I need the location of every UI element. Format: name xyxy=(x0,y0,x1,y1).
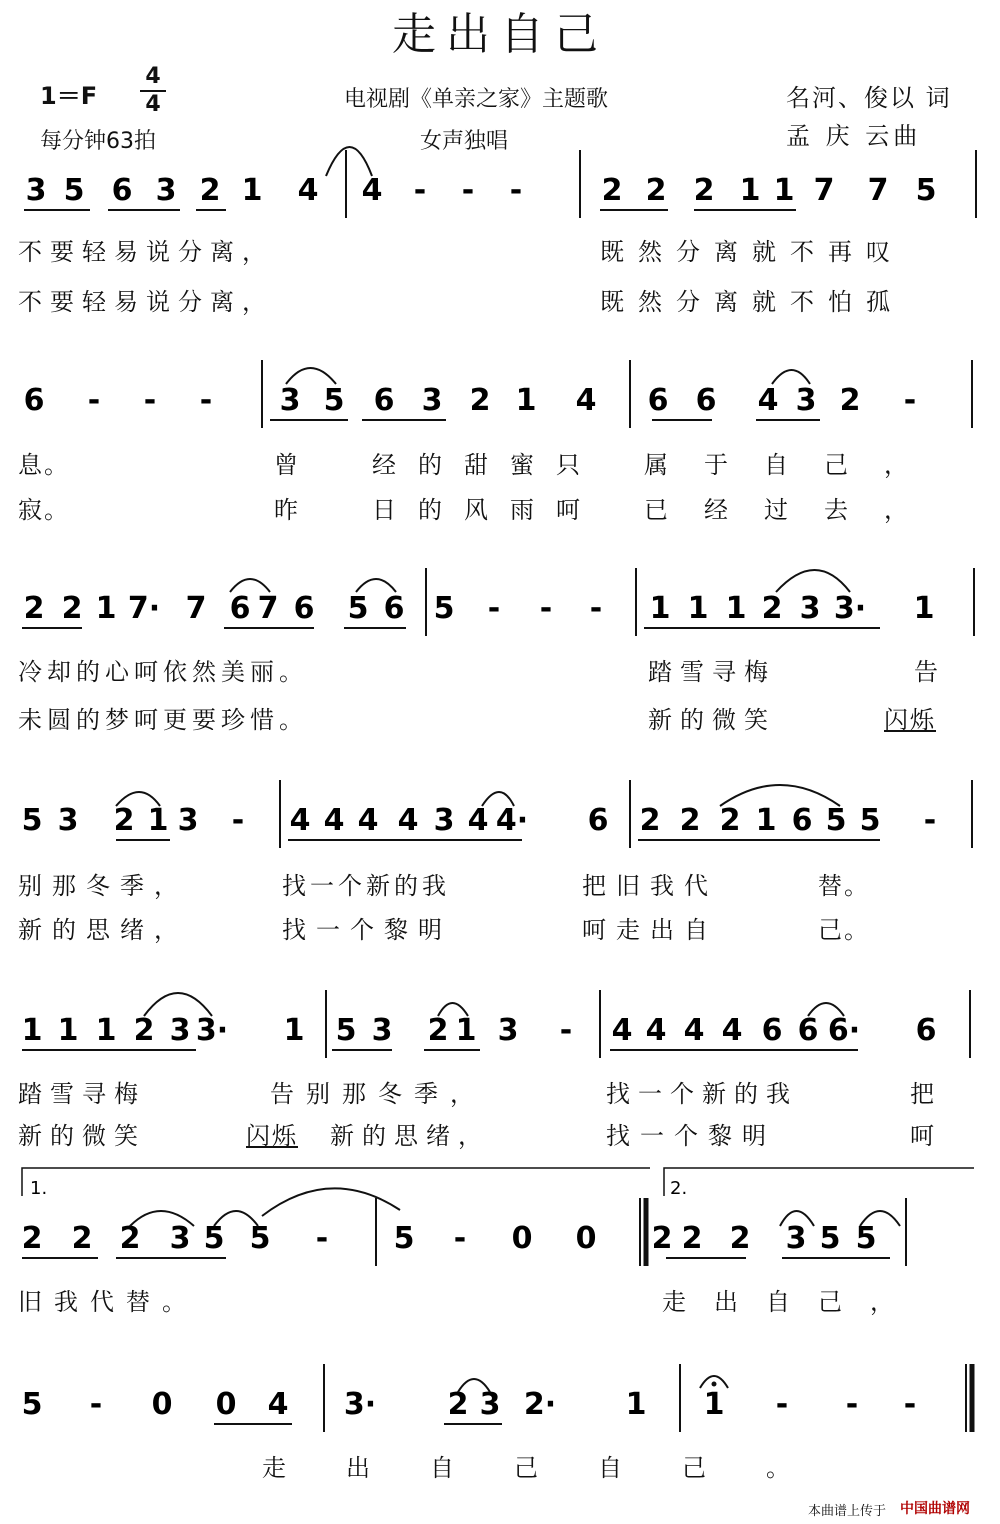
note: 3 xyxy=(433,803,455,838)
lyric-line: 别那冬季， xyxy=(18,872,188,900)
lyric-line: 旧我代替。 xyxy=(18,1288,198,1316)
sustain-dash: - xyxy=(461,173,475,208)
note: 4 xyxy=(611,1013,633,1048)
sustain-dash: - xyxy=(775,1387,789,1422)
sustain-dash: - xyxy=(199,383,213,418)
volta-label: 1. xyxy=(30,1178,48,1199)
note: 3· xyxy=(833,591,867,626)
note: 6 xyxy=(293,591,315,626)
note: 2 xyxy=(839,383,861,418)
lyric-line: 踏雪寻梅 xyxy=(648,658,776,686)
lyric-line: 经的甜蜜只 xyxy=(372,451,602,479)
slur xyxy=(286,368,336,384)
lyric-line: 踏雪寻梅 xyxy=(18,1080,146,1108)
note: 2 xyxy=(639,803,661,838)
note: 1 xyxy=(739,173,761,208)
note: 4 xyxy=(297,173,319,208)
note: 7 xyxy=(257,591,279,626)
lyric-line: 不要轻易说分离， xyxy=(18,238,274,266)
note: 1 xyxy=(515,383,537,418)
note: 6 xyxy=(23,383,45,418)
note: 7 xyxy=(813,173,835,208)
time-signature-bottom: 4 xyxy=(145,92,161,117)
lyric-line: 找一个黎明 xyxy=(606,1122,776,1150)
subtitle: 电视剧《单亲之家》主题歌 xyxy=(344,87,609,112)
note: 4 xyxy=(361,173,383,208)
note: 1 xyxy=(57,1013,79,1048)
note: 1 xyxy=(913,591,935,626)
note: 6 xyxy=(797,1013,819,1048)
note: 1 xyxy=(21,1013,43,1048)
slur xyxy=(772,370,810,384)
note: 4 xyxy=(357,803,379,838)
site-logo: 中国曲谱网 xyxy=(900,1501,970,1517)
note: 7· xyxy=(127,591,161,626)
slur xyxy=(262,1188,400,1216)
note: 3· xyxy=(195,1013,229,1048)
note: 6 xyxy=(229,591,251,626)
volta-bracket xyxy=(22,1168,650,1196)
note: 3 xyxy=(177,803,199,838)
note: 3 xyxy=(169,1013,191,1048)
sustain-dash: - xyxy=(903,1387,917,1422)
note: 2 xyxy=(447,1387,469,1422)
sustain-dash: - xyxy=(87,383,101,418)
lyric-line: 闪烁 xyxy=(246,1122,298,1150)
lyricist-credit: 名河、俊以 词 xyxy=(786,84,952,112)
lyric-line: 己。 xyxy=(818,916,870,944)
lyric-line: 找一个黎明 xyxy=(282,916,452,944)
note: 3 xyxy=(785,1221,807,1256)
note: 1 xyxy=(95,1013,117,1048)
lyric-line: 走出自己， xyxy=(662,1288,922,1316)
note: 4· xyxy=(495,803,529,838)
note: 3 xyxy=(795,383,817,418)
lyric-line: 找一个新的我 xyxy=(282,872,450,900)
note: 3 xyxy=(421,383,443,418)
slur xyxy=(326,147,372,176)
key-signature: 1＝F xyxy=(40,82,98,110)
lyric-line: 冷却的心呵依然美丽。 xyxy=(18,658,308,686)
note: 3 xyxy=(497,1013,519,1048)
note: 2· xyxy=(523,1387,557,1422)
note: 3 xyxy=(479,1387,501,1422)
note: 0 xyxy=(575,1221,597,1256)
sustain-dash: - xyxy=(413,173,427,208)
note: 2 xyxy=(199,173,221,208)
sustain-dash: - xyxy=(487,591,501,626)
lyric-line: 既然分离就不再叹 xyxy=(600,238,904,266)
note: 4 xyxy=(645,1013,667,1048)
note: 5 xyxy=(855,1221,877,1256)
lyric-line: 替。 xyxy=(818,872,870,900)
note: 4 xyxy=(397,803,419,838)
note: 6· xyxy=(827,1013,861,1048)
note: 6 xyxy=(587,803,609,838)
lyric-line: 找一个新的我 xyxy=(606,1080,798,1108)
sustain-dash: - xyxy=(539,591,553,626)
lyric-line: 曾 xyxy=(274,451,300,479)
sustain-dash: - xyxy=(453,1221,467,1256)
note: 2 xyxy=(469,383,491,418)
note: 5 xyxy=(347,591,369,626)
note: 1 xyxy=(241,173,263,208)
note: 0 xyxy=(215,1387,237,1422)
note: 2 xyxy=(21,1221,43,1256)
note: 2 xyxy=(23,591,45,626)
note: 2 xyxy=(645,173,667,208)
note: 4 xyxy=(323,803,345,838)
note: 5 xyxy=(323,383,345,418)
lyric-line: 呵 xyxy=(910,1122,936,1150)
note: 1 xyxy=(649,591,671,626)
note: 2 xyxy=(61,591,83,626)
lyric-line: 把旧我代 xyxy=(582,872,718,900)
lyric-line: 不要轻易说分离， xyxy=(18,288,274,316)
note: 4 xyxy=(683,1013,705,1048)
lyric-line: 走出自己自己。 xyxy=(262,1454,850,1482)
slur xyxy=(776,570,850,592)
note: 1 xyxy=(755,803,777,838)
note: 6 xyxy=(761,1013,783,1048)
note: 1 xyxy=(773,173,795,208)
note: 6 xyxy=(111,173,133,208)
song-title: 走出自己 xyxy=(392,9,608,60)
note: 6 xyxy=(373,383,395,418)
lyric-line: 息。 xyxy=(18,451,70,479)
note: 5 xyxy=(819,1221,841,1256)
lyric-line: 新的思绪， xyxy=(330,1122,490,1150)
sustain-dash: - xyxy=(509,173,523,208)
lyric-line: 日的风雨呵 xyxy=(372,496,602,524)
note: 5 xyxy=(63,173,85,208)
note: 3 xyxy=(57,803,79,838)
note: 1 xyxy=(725,591,747,626)
note: 6 xyxy=(695,383,717,418)
note: 2 xyxy=(601,173,623,208)
note: 5 xyxy=(335,1013,357,1048)
note: 6 xyxy=(791,803,813,838)
lyric-line: 告 xyxy=(914,658,940,686)
lyric-line: 已经过去， xyxy=(644,496,944,524)
note: 4 xyxy=(467,803,489,838)
lyric-line: 新的思绪， xyxy=(18,916,188,944)
lyric-line: 未圆的梦呵更要珍惜。 xyxy=(18,706,308,734)
sustain-dash: - xyxy=(903,383,917,418)
note: 2 xyxy=(719,803,741,838)
note: 1 xyxy=(147,803,169,838)
note: 6 xyxy=(647,383,669,418)
sustain-dash: - xyxy=(589,591,603,626)
note: 3 xyxy=(799,591,821,626)
note: 3 xyxy=(25,173,47,208)
note: 3 xyxy=(169,1221,191,1256)
note: 1 xyxy=(283,1013,305,1048)
note: 2 xyxy=(679,803,701,838)
note: 6 xyxy=(915,1013,937,1048)
lyric-line: 属于自己， xyxy=(644,451,944,479)
note: 3 xyxy=(371,1013,393,1048)
lyric-line: 昨 xyxy=(274,496,300,524)
note: 1 xyxy=(95,591,117,626)
note: 2 xyxy=(119,1221,141,1256)
fermata-dot xyxy=(712,1382,717,1387)
composer-credit: 孟 庆 云曲 xyxy=(786,122,922,150)
note: 5 xyxy=(249,1221,271,1256)
note: 1 xyxy=(455,1013,477,1048)
performance-note: 女声独唱 xyxy=(420,129,509,154)
lyric-line: 寂。 xyxy=(18,496,70,524)
lyric-line: 既然分离就不怕孤 xyxy=(600,288,904,316)
sustain-dash: - xyxy=(231,803,245,838)
note: 5 xyxy=(859,803,881,838)
lyric-line: 新的微笑 xyxy=(18,1122,146,1150)
note: 6 xyxy=(383,591,405,626)
note: 5 xyxy=(393,1221,415,1256)
volta-bracket xyxy=(664,1168,974,1196)
note: 2 xyxy=(681,1221,703,1256)
note: 3· xyxy=(343,1387,377,1422)
sustain-dash: - xyxy=(143,383,157,418)
note: 0 xyxy=(511,1221,533,1256)
note: 2 xyxy=(651,1221,673,1256)
note: 5 xyxy=(21,803,43,838)
note: 2 xyxy=(729,1221,751,1256)
note: 4 xyxy=(267,1387,289,1422)
note: 3 xyxy=(279,383,301,418)
note: 4 xyxy=(575,383,597,418)
note: 2 xyxy=(71,1221,93,1256)
note: 5 xyxy=(825,803,847,838)
note: 1 xyxy=(703,1387,725,1422)
note: 5 xyxy=(21,1387,43,1422)
footer-credit: 本曲谱上传于 xyxy=(808,1504,887,1519)
lyric-line: 把 xyxy=(910,1080,936,1108)
time-signature-top: 4 xyxy=(145,64,161,89)
note: 4 xyxy=(289,803,311,838)
sustain-dash: - xyxy=(923,803,937,838)
lyric-line: 新的微笑 xyxy=(648,706,776,734)
note: 4 xyxy=(721,1013,743,1048)
note: 7 xyxy=(185,591,207,626)
note: 7 xyxy=(867,173,889,208)
note: 2 xyxy=(693,173,715,208)
sustain-dash: - xyxy=(845,1387,859,1422)
note: 1 xyxy=(625,1387,647,1422)
sustain-dash: - xyxy=(315,1221,329,1256)
note: 5 xyxy=(433,591,455,626)
note: 1 xyxy=(687,591,709,626)
sustain-dash: - xyxy=(89,1387,103,1422)
note: 2 xyxy=(113,803,135,838)
sustain-dash: - xyxy=(559,1013,573,1048)
lyric-line: 告别那冬季， xyxy=(270,1080,486,1108)
note: 5 xyxy=(203,1221,225,1256)
note: 2 xyxy=(761,591,783,626)
note: 4 xyxy=(757,383,779,418)
note: 3 xyxy=(155,173,177,208)
note: 5 xyxy=(915,173,937,208)
lyric-line: 呵走出自 xyxy=(582,916,718,944)
lyric-line: 闪烁 xyxy=(884,706,936,734)
note: 2 xyxy=(133,1013,155,1048)
note: 2 xyxy=(427,1013,449,1048)
note: 0 xyxy=(151,1387,173,1422)
tempo-marking: 每分钟63拍 xyxy=(40,129,156,154)
volta-label: 2. xyxy=(670,1178,688,1199)
